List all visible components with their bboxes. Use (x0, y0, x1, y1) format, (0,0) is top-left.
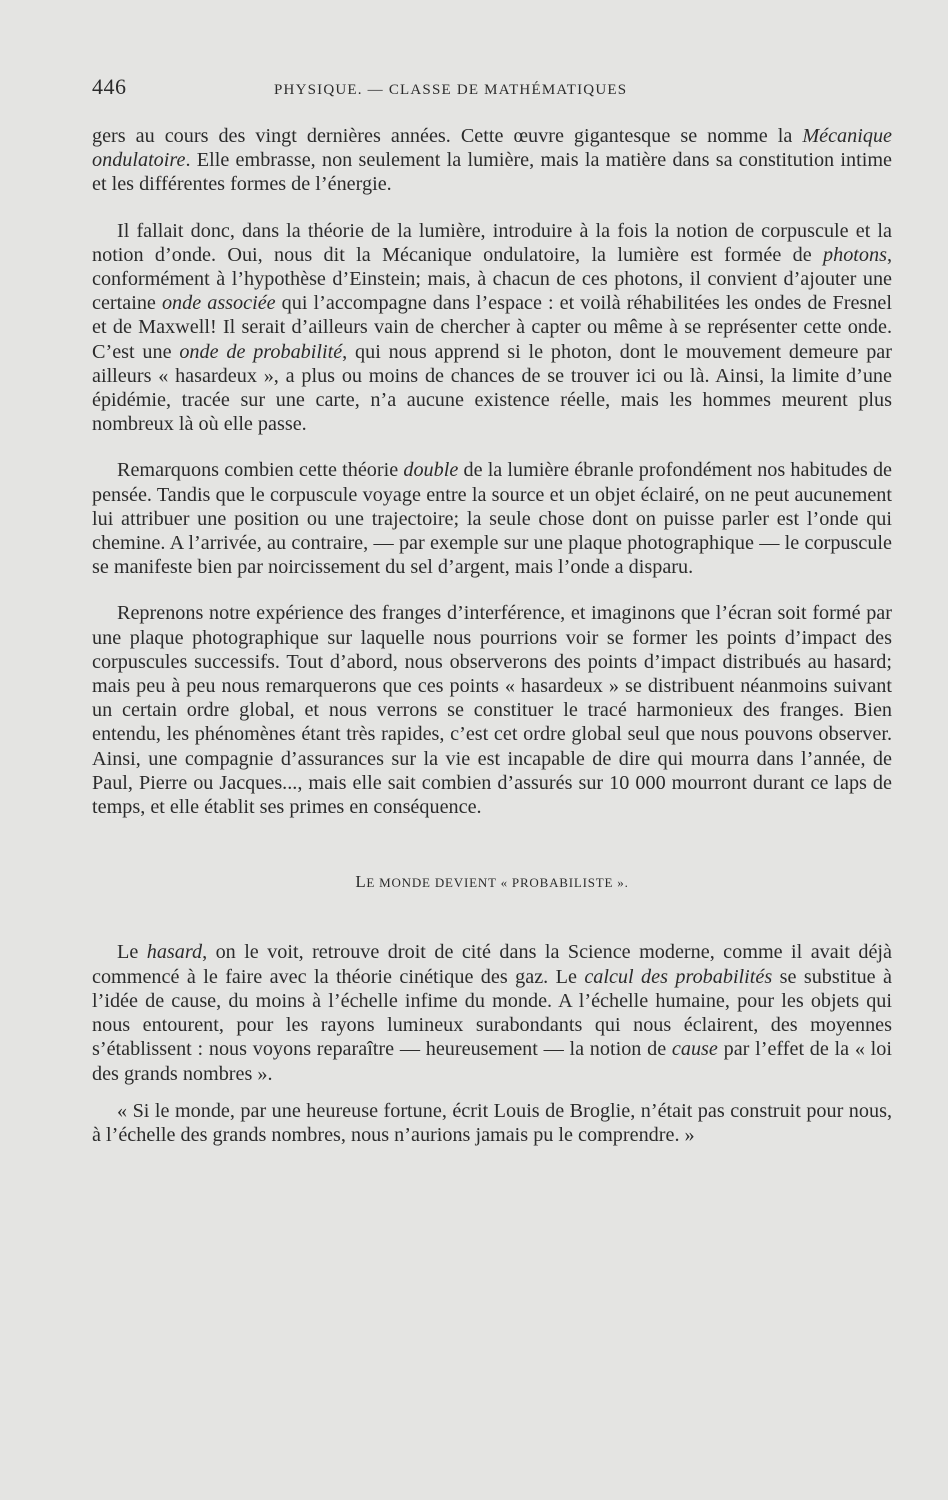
paragraph-1: gers au cours des vingt dernières années. Cette œuvre gigantesque se nomme la Mécanique ondulatoire. Elle embrasse, non seulement la lumière, mais la matière dans sa constitution intime et les différentes formes de l’énergie. (92, 125, 892, 196)
paragraph-3: Remarquons combien cette théorie double de la lumière ébranle profondément nos habitudes de pensée. Tandis que le corpuscule voyage entre la source et un objet éclairé, on ne peut aucunement lui attribuer une position ou une trajectoire; la seule chose dont on puisse parler est l’onde qui chemine. A l’arrivée, au contraire, — par exemple sur une plaque photographique — le corpuscule se manifeste bien par noircissement du sel d’argent, mais l’onde a disparu. (92, 459, 892, 579)
body-text (92, 124, 892, 1147)
paragraph-5: Le hasard, on le voit, retrouve droit de cité dans la Science moderne, comme il avait déjà commencé à le faire avec la théorie cinétique des gaz. Le calcul des probabilités se substitue à l’idée de cause, du moins à l’échelle infime du monde. A l’échelle humaine, pour les objets qui nous entourent, pour les rayons lumineux surabondants qui nous éclairent, des moyennes s’établissent : nous voyons reparaître — heureusement — la notion de cause par l’effet de la « loi des grands nombres ». (92, 941, 892, 1085)
running-title: PHYSIQUE. — CLASSE DE MATHÉMATIQUES (274, 82, 628, 98)
page-number: 446 (92, 74, 127, 99)
paragraph-4: Reprenons notre expérience des franges d’interférence, et imaginons que l’écran soit formé par une plaque photographique sur laquelle nous pourrions voir se former les points d’impact des corpuscules successifs. Tout d’abord, nous observerons des points d’impact distribués au hasard; mais peu à peu nous remarquerons que ces points « hasardeux » se distribuent néanmoins suivant un certain ordre global, et nous verrons se constituer le tracé harmonieux des franges. Bien entendu, les phénomènes étant très rapides, c’est cet ordre global seul que nous pouvons observer. Ainsi, une compagnie d’assurances sur la vie est incapable de dire qui mourra dans l’année, de Paul, Pierre ou Jacques..., mais elle sait combien d’assurés sur 10 000 mourront durant ce laps de temps, et elle établit ses primes en conséquence. (92, 602, 892, 819)
section-title: LE MONDE DEVIENT « PROBABILISTE ». (355, 872, 629, 892)
paragraph-6: « Si le monde, par une heureuse fortune, écrit Louis de Broglie, n’était pas construit pour nous, à l’échelle des grands nombres, nous n’aurions jamais pu le comprendre. » (92, 1099, 892, 1146)
page-header (92, 74, 892, 106)
paragraph-2: Il fallait donc, dans la théorie de la lumière, introduire à la fois la notion de corpuscule et la notion d’onde. Oui, nous dit la Mécanique ondulatoire, la lumière est formée de photons, conformément à l’hypothèse d’Einstein; mais, à chacun de ces photons, il convient d’ajouter une certaine onde associée qui l’accompagne dans l’espace : et voilà réhabilitées les ondes de Fresnel et de Maxwell! Il serait d’ailleurs vain de chercher à capter ou même à se représenter cette onde. C’est une onde de probabilité, qui nous apprend si le photon, dont le mouvement demeure par ailleurs « hasardeux », a plus ou moins de chances de se trouver ici ou là. Ainsi, la limite d’une épidémie, tracée sur une carte, n’a aucune existence réelle, mais les hommes meurent plus nombreux là où elle passe. (92, 219, 892, 436)
